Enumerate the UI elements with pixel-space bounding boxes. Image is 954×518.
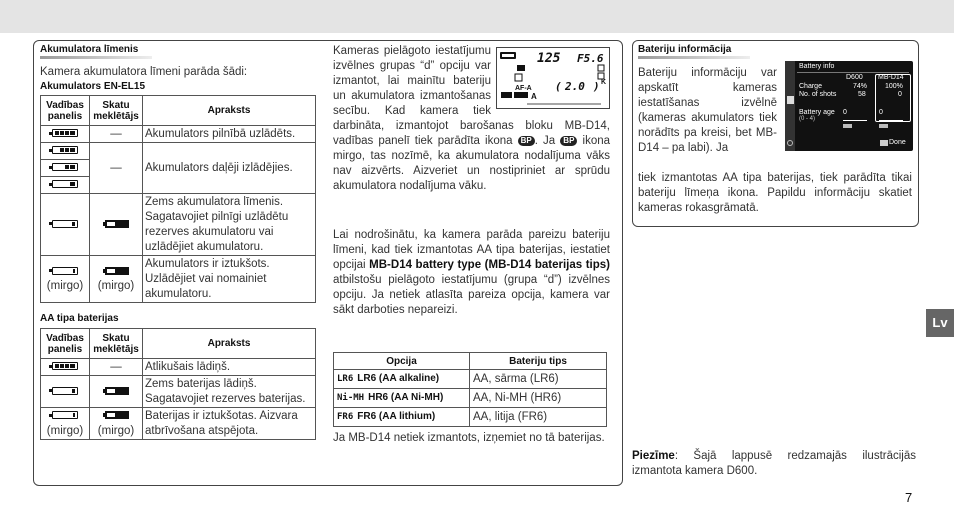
right-column <box>638 44 915 59</box>
battery-info-menu-screenshot <box>785 61 913 151</box>
option-label: FR6 (AA lithium) <box>357 411 436 422</box>
viewfinder-battery-empty-icon <box>103 267 129 275</box>
nimh-icon: Ni-MH <box>337 393 365 403</box>
ok-button-icon <box>880 140 888 146</box>
paragraph-1-end: ikona mirgo, tas nozīmē, ka akumulatora nodalījuma vāks nav aizvērts. Aizveriet un nostipriniet ar sprūdu akumulatora nodalījuma vāku. <box>333 135 611 192</box>
lcd-k: K <box>601 79 607 86</box>
menu-title: Battery info <box>799 63 835 70</box>
battery-type-cell: AA, sārma (LR6) <box>470 370 607 389</box>
option-label: LR6 (AA alkaline) <box>357 373 440 384</box>
table-row <box>41 359 316 376</box>
desc-cell: Zems baterijas lādiņš. Sagatavojiet rezerves baterijas. <box>143 376 316 408</box>
paragraph-2-end: atbilstošu pielāgoto iestatījumu (grupa “d”) izvēlnes opciju. Ja netiek atlasīta pareiza opcija, kamera var sākt darboties nepareizi. <box>333 274 610 316</box>
table-row <box>334 370 607 389</box>
paragraph-2 <box>333 228 610 318</box>
paragraph-3: Ja MB-D14 netiek izmantots, izņemiet no tā baterijas. <box>333 432 605 444</box>
viewfinder-battery-empty-icon <box>103 411 129 419</box>
paragraph-1-main: Kameras pielāgoto iestatījumu izvēlnes grupas “d” opciju var izmantot, lai mainītu bateriju un akumulatora izmantošanas secību. Kad kamera tiek darbināta, izmantojot barošanas bloku MB-D14, vadības panelī tiek parādīta ikona <box>333 45 610 147</box>
menu-col-d600: D600 <box>846 74 863 81</box>
note-label: Piezīme <box>632 450 675 462</box>
viewfinder-battery-low-icon <box>103 387 129 395</box>
blink-note: (mirgo) <box>46 280 84 292</box>
shots-mbd14: 0 <box>898 91 902 98</box>
menu-option-name: MB-D14 battery type (MB-D14 baterijas tips) <box>369 259 610 271</box>
col-header-control-panel: Vadības panelis <box>41 329 90 359</box>
age-scale-mbd14 <box>879 119 903 121</box>
battery-type-cell: AA, litija (FR6) <box>470 408 607 427</box>
col-header-viewfinder: Skatu meklētājs <box>90 329 143 359</box>
lcd-count: 2.0 <box>565 80 585 93</box>
battery-full-icon <box>52 362 78 370</box>
table-row <box>41 194 316 256</box>
vf-dash: — <box>90 143 143 194</box>
paragraph-1-mid: . Ja <box>534 135 556 147</box>
svg-text:(: ( <box>555 80 562 93</box>
battery-half-icon <box>52 163 78 171</box>
lr6-icon: LR6 <box>337 374 354 384</box>
bp-icon: BP <box>560 136 577 146</box>
note-text: : Šajā lappusē redzamajās ilustrācijās izmantota kamera D600. <box>632 450 916 477</box>
language-tab: Lv <box>926 309 954 337</box>
col-header-description: Apraksts <box>143 96 316 126</box>
col-header-control-panel: Vadības panelis <box>41 96 90 126</box>
battery-empty-icon <box>52 267 78 275</box>
menu-col-mbd14: MB-D14 <box>878 74 904 81</box>
shots-label: No. of shots <box>799 91 837 98</box>
blink-note: (mirgo) <box>97 424 135 437</box>
battery-three-quarter-icon <box>52 146 78 154</box>
blink-note: (mirgo) <box>97 280 135 292</box>
battery-low-icon <box>52 387 78 395</box>
battery-info-heading: Bateriju informācija <box>638 44 732 55</box>
paragraph-2-start: Lai nodrošinātu, ka kamera parāda pareizu bateriju līmeni, kad tiek izmantotas AA tipa baterijas, iestatiet opcijai <box>333 229 610 271</box>
shots-d600: 58 <box>858 91 866 98</box>
paragraph-1 <box>333 44 610 194</box>
table-row <box>41 408 316 440</box>
option-table <box>333 352 607 427</box>
subheading-en-el15: Akumulators EN-EL15 <box>40 81 146 92</box>
charge-label: Charge <box>799 83 822 90</box>
battery-table-en-el15 <box>40 95 316 303</box>
col-header-description: Apraksts <box>143 329 316 359</box>
page-number: 7 <box>905 490 913 505</box>
intro-text: Kamera akumulatora līmeni parāda šādi: <box>40 66 248 78</box>
lcd-aperture: F5.6 <box>577 52 604 65</box>
svg-text:): ) <box>593 80 600 93</box>
lcd-a: A <box>531 92 537 101</box>
age-label: Battery age <box>799 109 835 116</box>
desc-cell: Baterijas ir iztukšotas. Aizvara atbrīvošana atspējota. <box>143 408 316 440</box>
col-header-viewfinder: Skatu meklētājs <box>90 96 143 126</box>
section-heading: Akumulatora līmenis <box>40 44 139 55</box>
charge-mbd14: 100% <box>885 83 903 90</box>
lcd-af-mode: AF-A <box>515 85 532 92</box>
heading-underline <box>40 56 152 59</box>
battery-empty-icon <box>52 411 78 419</box>
table-row <box>41 126 316 143</box>
battery-full-icon <box>52 129 78 137</box>
battery-low-icon <box>52 220 78 228</box>
viewfinder-battery-low-icon <box>103 220 129 228</box>
desc-cell: Akumulators ir iztukšots. Uzlādējiet vai nomainiet akumulatoru. <box>143 256 316 303</box>
lcd-shutter: 125 <box>537 51 561 66</box>
battery-quarter-icon <box>52 180 78 188</box>
table-row <box>41 143 316 160</box>
done-label: Done <box>889 139 906 146</box>
help-icon <box>787 140 793 146</box>
col-header-battery-type: Bateriju tips <box>470 353 607 370</box>
table-row <box>334 389 607 408</box>
left-column <box>40 44 318 440</box>
option-label: HR6 (AA Ni-MH) <box>368 392 444 403</box>
age-range: (0 - 4) <box>799 116 816 122</box>
vf-dash: — <box>90 359 143 376</box>
age-mbd14: 0 <box>879 109 883 116</box>
battery-info-text-2: tiek izmantotas AA tipa baterijas, tiek parādīta tikai bateriju līmeņa ikona. Papildu informāciju skatiet kameras rokasgrāmatā. <box>638 172 912 214</box>
table-row <box>334 408 607 427</box>
desc-cell: Akumulators daļēji izlādējies. <box>143 143 316 194</box>
setup-menu-icon <box>787 96 794 104</box>
col-header-option: Opcija <box>334 353 470 370</box>
desc-cell: Akumulators pilnībā uzlādēts. <box>143 126 316 143</box>
subheading-aa: AA tipa baterijas <box>40 313 119 324</box>
desc-cell: Zems akumulatora līmenis. Sagatavojiet pilnīgi uzlādētu rezerves akumulatoru vai uzlādējiet akumulatoru. <box>143 194 316 256</box>
vf-dash: — <box>90 126 143 143</box>
blink-note: (mirgo) <box>46 424 84 437</box>
desc-cell: Atlikušais lādiņš. <box>143 359 316 376</box>
battery-table-aa <box>40 328 316 440</box>
menu-sidebar <box>785 61 795 151</box>
charge-d600: 74% <box>853 83 868 90</box>
heading-underline <box>638 56 750 59</box>
fr6-icon: FR6 <box>337 412 354 422</box>
table-row <box>41 256 316 303</box>
bp-icon: BP <box>518 136 535 146</box>
top-band <box>0 0 954 33</box>
battery-type-cell: AA, Ni-MH (HR6) <box>470 389 607 408</box>
table-row <box>41 376 316 408</box>
note <box>632 449 916 479</box>
age-scale-d600 <box>843 119 867 121</box>
battery-info-text-1: Bateriju informāciju var apskatīt kameras iestatīšanas izvēlnē (kameras akumulators tiek norādīts pa kreisi, bet MB-D14 – pa labi). Ja <box>638 67 777 154</box>
age-d600: 0 <box>843 109 847 116</box>
